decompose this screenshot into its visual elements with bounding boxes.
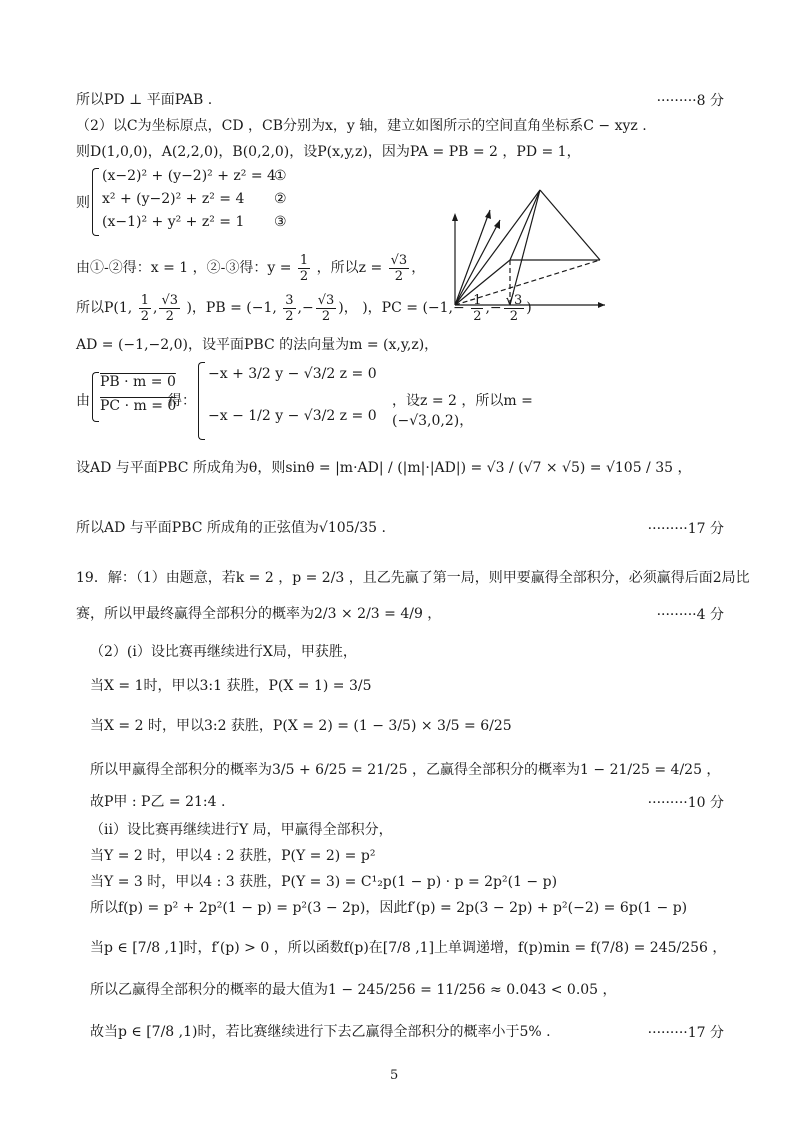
text-segment: ，设z = 2 ，所以m = (−√3,0,2)， [392,393,533,429]
eq-mark: ① [274,168,287,184]
text-line: （ii）设比赛再继续进行Y 局，甲赢得全部积分， [90,822,393,838]
text-line: 设AD 与平面PBC 所成角为θ，则sinθ = |m·AD| / (|m|·|AD|) = √3 / (√7 × √5) = √105 / 35 ， [76,460,692,476]
equation-1: (x−2)² + (y−2)² + z² = 4 [102,168,276,184]
equation-2: −x − 1/2 y − √3/2 z = 0 [208,408,377,424]
text-segment: 所以P(1, [76,300,133,316]
score-mark: ·········8 分 [656,93,724,109]
text-segment: )，PC = (−1,− [362,300,465,316]
condition-2: PC · m = 0 [100,398,177,414]
eq-mark: ③ [274,214,287,230]
text-line: 当X = 2 时，甲以3:2 获胜，P(X = 2) = (1 − 3/5) × 3/5 = 6/25 [90,718,512,734]
text-line: 故当p ∈ [7/8 ,1)时，若比赛继续进行下去乙赢得全部积分的概率小于5% . [90,1024,551,1040]
eq-mark: ② [274,191,287,207]
text-line: 19．解：（1）由题意，若k = 2 ，p = 2/3 ，且乙先赢了第一局，则甲要赢得全部积分，必须赢得后面2局比 [76,570,750,586]
edge [540,190,600,260]
text-line: 当Y = 2 时，甲以4 : 2 获胜，P(Y = 2) = p² [90,848,376,864]
page-number: 5 [390,1068,399,1083]
equation-1: −x + 3/2 y − √3/2 z = 0 [208,366,377,382]
text-line: 所以甲赢得全部积分的概率为3/5 + 6/25 = 21/25 ，乙赢得全部积分的概率为1 − 21/25 = 4/25 ， [90,762,721,778]
text-line: 则D(1,0,0)，A(2,2,0)，B(0,2,0)，设P(x,y,z)，因为PA = PB = 2 ，PD = 1， [76,144,581,160]
equation-system [76,168,406,238]
text-line: 故P甲 : P乙 = 21:4 . [90,794,226,810]
score-mark: ·········4 分 [656,607,724,623]
text-line: AD = (−1,−2,0)，设平面PBC 的法向量为m = (x,y,z)， [76,337,439,353]
text-line: 所以乙赢得全部积分的概率的最大值为1 − 245/256 = 11/256 ≈ 0.043 < 0.05 ， [90,982,617,998]
text-line: 当p ∈ [7/8 ,1]时，f′(p) > 0 ，所以函数f(p)在[7/8 ,1]上单调递增，f(p)min = f(7/8) = 245/256 ， [90,940,727,956]
text-line: 赛，所以甲最终赢得全部积分的概率为2/3 × 2/3 = 4/9 ， [76,606,442,622]
text-line: 当X = 1时，甲以3:1 获胜，P(X = 1) = 3/5 [90,678,372,694]
equation-3: (x−1)² + y² + z² = 1 [102,214,245,230]
text-line: 所以f(p) = p² + 2p²(1 − p) = p²(3 − 2p)，因此f′(p) = 2p(3 − 2p) + p²(−2) = 6p(1 − p) [90,900,688,916]
text-line: （2）以C为坐标原点，CD ，CB分别为x，y 轴，建立如图所示的空间直角坐标系C − xyz . [76,118,647,134]
score-mark: ·········17 分 [647,521,724,537]
normal-vector-system [76,362,596,442]
text-line: 所以AD 与平面PBC 所成角的正弦值为√105/35 . [76,520,386,536]
text-line: 所以P(1, $\frac{1}{2}$ , $\frac{√3}{2}$ )，PB = (−1, $\frac{3}{2}$ ,− $\frac{√3}{2}$ )， )，PC = (−1,− $\frac{1}{2}$ ,− $\frac{√3}{2}$ ) [76,292,532,324]
text-segment: ，所以z = [316,260,383,276]
text-segment: 由 [76,393,90,409]
text-segment: 得： [168,393,196,409]
text-line: 当Y = 3 时，甲以4 : 3 获胜，P(Y = 3) = C¹₂p(1 − p) · p = 2p²(1 − p) [90,874,558,890]
score-mark: ·········10 分 [647,795,724,811]
text-segment: )，PB = (−1, [186,300,277,316]
text-line: 由①-②得：x = 1 ，②-③得：y = $\frac{1}{2}$ ，所以z = $\frac{√3}{2}$ ， [76,252,426,284]
text-line: 所以PD ⊥ 平面PAB . [76,92,213,108]
brace [92,168,99,236]
text-line: （2）(i）设比赛再继续进行X局，甲获胜， [90,644,357,660]
text-segment: 由①-②得：x = 1 ，②-③得：y = [76,260,292,276]
score-mark: ·········17 分 [647,1025,724,1041]
condition-1: PB · m = 0 [100,374,176,390]
system-prefix: 则 [76,195,90,211]
equation-2: x² + (y−2)² + z² = 4 [102,191,245,207]
